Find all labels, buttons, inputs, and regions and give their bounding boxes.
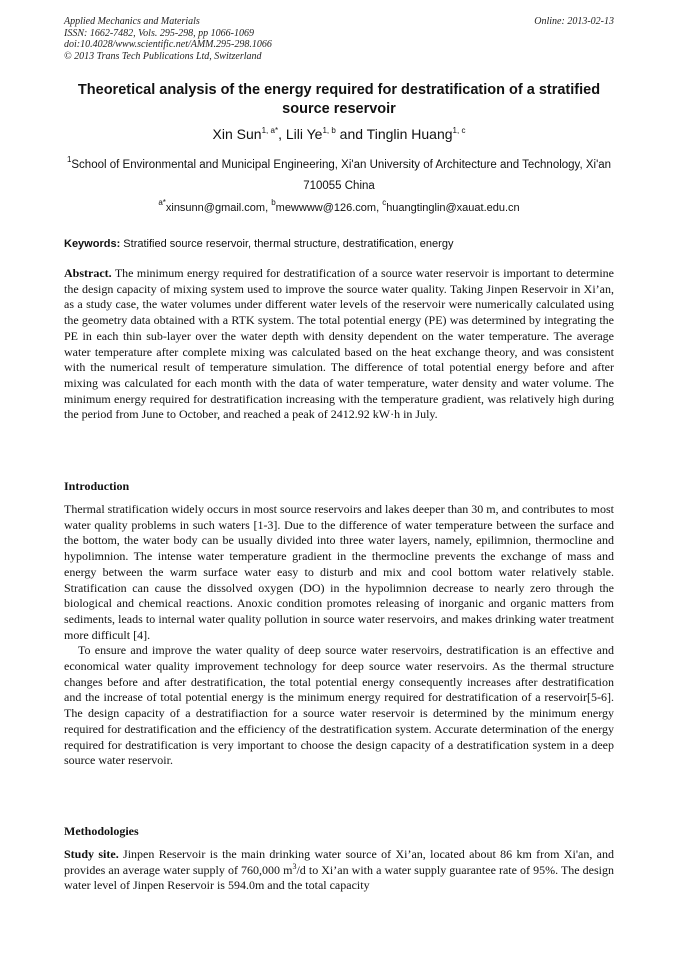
author-separator: and <box>335 126 367 142</box>
paper-title: Theoretical analysis of the energy required for destratification of a stratified source reservoir <box>77 82 601 117</box>
introduction-body <box>64 502 614 769</box>
email-mark: b <box>271 198 276 207</box>
email-mark: a* <box>158 198 166 207</box>
email-mark: c <box>382 198 387 207</box>
study-site-text-cont: /d to Xi’an with a water supply guarantee rate of 95%. The design water level of Jinpen Reservoir is 594.0m and the total capacity <box>64 862 615 893</box>
methodologies-heading: Methodologies <box>64 824 139 838</box>
author-affiliation-mark: 1, a* <box>261 126 279 135</box>
body-paragraph: To ensure and improve the water quality of deep source water reservoirs, destratification is an effective and economical water quality improvement technology for deep source water reservoirs. As the thermal structure changes before and after destratification, the total potential energy consequently increases after destratification and the increase of total potential energy is the minimum energy required for destratification of a reservoir[5-6]. The design capacity of a destratifiaction for a source water reservoir is determined by the minimum energy required for destratification and the efficiency of the destratification system. Accurate determination of the energy required for destratification is very important to choose the design capacity of a destratification system in a deep source water reservoir. <box>64 643 614 768</box>
email-address: huangtinglin@xauat.edu.cn <box>386 202 520 214</box>
author-affiliation-mark: 1, b <box>322 126 336 135</box>
email-list <box>64 198 614 216</box>
journal-doi: doi:10.4028/www.scientific.net/AMM.295-298.1066 <box>64 39 272 50</box>
author-affiliation-mark: 1, c <box>452 126 466 135</box>
abstract-label: Abstract. <box>64 266 112 280</box>
study-site-label: Study site. <box>64 847 119 861</box>
author-name: Lili Ye <box>285 126 323 142</box>
journal-name: Applied Mechanics and Materials <box>64 16 200 27</box>
abstract-paragraph <box>64 266 614 423</box>
email-address: mewwww@126.com, <box>275 202 383 214</box>
keywords-label: Keywords: <box>64 238 121 250</box>
superscript: 3 <box>292 861 297 871</box>
affiliation-mark: 1 <box>66 155 72 164</box>
author-list <box>64 125 614 143</box>
introduction-heading: Introduction <box>64 479 130 493</box>
keywords <box>64 237 614 252</box>
journal-header <box>64 16 614 62</box>
keywords-text: Stratified source reservoir, thermal structure, destratification, energy <box>120 238 454 250</box>
online-date: Online: 2013-02-13 <box>534 16 614 27</box>
author-name: Tinglin Huang <box>366 126 453 142</box>
email-address: xinsunn@gmail.com, <box>165 202 272 214</box>
study-site-paragraph <box>64 847 614 894</box>
body-paragraph: Thermal stratification widely occurs in most source reservoirs and lakes deeper than 30 m, and contributes to most water quality problems in such waters [1-3]. Due to the difference of water temperature between the surface and the bottom, the water body can be usually divided into three water layers, namely, epilimnion, thermocline and hypolimnion. The intense water temperature gradient in the thermocline prevents the exchange of mass and energy between the warm surface water easy to disturb and mix and cool bottom water relatively stable. Stratification can cause the dissolved oxygen (DO) in the hypolimnion decrease to nearly zero through the biological and chemical reactions. Anoxic condition promotes releasing of inorganic and organic matters from sediments, leads to internal water quality pollution in source water reservoirs, and makes drinking water treatment more difficult [4]. <box>64 502 614 642</box>
abstract-text: The minimum energy required for destratification of a source water reservoir is important to determine the design capacity of mixing system used to improve the source water quality. Taking Jinpen Reservoir in Xi’an, as a study case, the water volumes under different water levels of the reservoir were numerically calculated using the geometry data obtained with a RTK system. The total potential energy (PE) was determined by integrating the PE in each thin sub-layer over the water depth with density dependent on the water temperature. The average water temperature after complete mixing was calculated based on the heat exchange theory, and was consistent with the numerical result of temperature simulation. The difference of total potential energy before and after mixing was calculated for each month with the data of water temperature, water density and water volume. The minimum energy required for destratification increasing with the temperature gradient, was relatively high during the period from June to October, and reached a peak of 2412.92 kW·h in July. <box>64 266 614 422</box>
author-name: Xin Sun <box>212 126 262 142</box>
study-site-text: Jinpen Reservoir is the main drinking water source of Xi’an, located about 86 km from Xi'an, and provides an average water supply of 760,000 m <box>64 847 615 877</box>
journal-issn: ISSN: 1662-7482, Vols. 295-298, pp 1066-1069 <box>64 27 254 39</box>
affiliation <box>64 155 614 197</box>
journal-copyright: © 2013 Trans Tech Publications Ltd, Switzerland <box>64 50 262 62</box>
abstract <box>64 266 614 423</box>
affiliation-text: School of Environmental and Municipal Engineering, Xi'an University of Architecture and Technology, Xi'an 710055 China <box>71 159 612 192</box>
author-separator: , <box>278 126 286 142</box>
body-paragraph <box>64 847 614 894</box>
